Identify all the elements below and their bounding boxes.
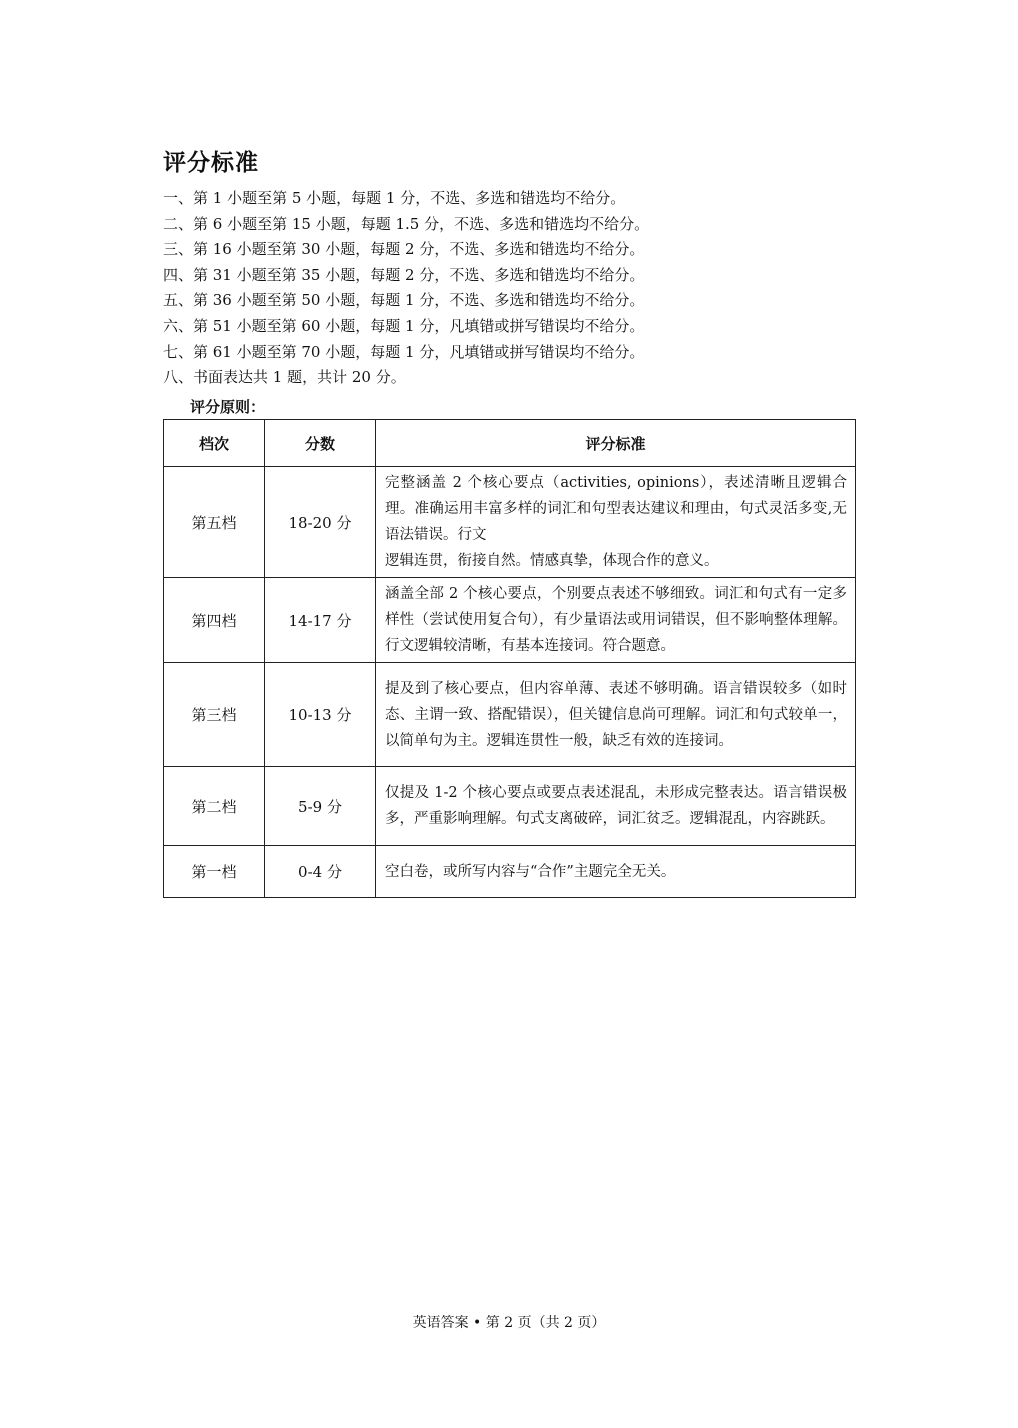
header-criteria: 评分标准 — [376, 420, 856, 467]
table-row — [164, 467, 856, 578]
level-cell: 第二档 — [164, 767, 265, 846]
score-cell: 14-17 分 — [265, 578, 376, 663]
rule-item: 五、第 36 小题至第 50 小题，每题 1 分，不选、多选和错选均不给分。 — [163, 291, 645, 310]
level-cell: 第三档 — [164, 663, 265, 767]
rule-item: 七、第 61 小题至第 70 小题，每题 1 分，凡填错或拼写错误均不给分。 — [163, 342, 645, 361]
rule-item: 一、第 1 小题至第 5 小题，每题 1 分，不选、多选和错选均不给分。 — [163, 189, 626, 207]
score-cell: 10-13 分 — [265, 663, 376, 767]
header-score: 分数 — [265, 420, 376, 467]
criteria-cell: 仅提及 1-2 个核心要点或要点表述混乱，未形成完整表达。语言错误极多，严重影响理解。句式支离破碎，词汇贫乏。逻辑混乱，内容跳跃。 — [376, 767, 856, 846]
table-row — [164, 578, 856, 663]
criteria-cell: 提及到了核心要点，但内容单薄、表述不够明确。语言错误较多（如时态、主谓一致、搭配错误），但关键信息尚可理解。词汇和句式较单一，以简单句为主。逻辑连贯性一般，缺乏有效的连接词。 — [376, 663, 856, 767]
rule-item: 八、书面表达共 1 题，共计 20 分。 — [163, 368, 406, 387]
principle-label: 评分原则： — [190, 398, 266, 416]
header-level: 档次 — [164, 420, 265, 467]
rule-item: 三、第 16 小题至第 30 小题，每题 2 分，不选、多选和错选均不给分。 — [163, 240, 645, 259]
rule-item: 二、第 6 小题至第 15 小题，每题 1.5 分，不选、多选和错选均不给分。 — [163, 214, 650, 233]
criteria-text: 完整涵盖 2 个核心要点（activities, opinions），表述清晰且逻辑合理。准确运用丰富多样的词汇和句型表达建议和理由，句式灵活多变,无语法错误。行文 — [385, 475, 847, 543]
scoring-rules-list — [163, 186, 649, 391]
level-cell: 第四档 — [164, 578, 265, 663]
score-cell: 0-4 分 — [265, 846, 376, 898]
page-title: 评分标准 — [163, 150, 259, 176]
table-row — [164, 767, 856, 846]
scoring-table — [163, 419, 856, 898]
score-cell: 5-9 分 — [265, 767, 376, 846]
table-row — [164, 663, 856, 767]
criteria-cell: 涵盖全部 2 个核心要点，个别要点表述不够细致。词汇和句式有一定多样性（尝试使用复合句），有少量语法或用词错误，但不影响整体理解。 行文逻辑较清晰，有基本连接词。符合题意。 — [376, 578, 856, 663]
table-header-row — [164, 420, 856, 467]
level-cell: 第一档 — [164, 846, 265, 898]
score-cell: 18-20 分 — [265, 467, 376, 578]
level-cell: 第五档 — [164, 467, 265, 578]
table-row — [164, 846, 856, 898]
criteria-cell: 空白卷，或所写内容与“合作”主题完全无关。 — [376, 846, 856, 898]
criteria-text-continued: 逻辑连贯，衔接自然。情感真挚，体现合作的意义。 — [385, 553, 719, 569]
rule-item: 六、第 51 小题至第 60 小题，每题 1 分，凡填错或拼写错误均不给分。 — [163, 316, 645, 335]
criteria-cell — [376, 467, 856, 578]
rule-item: 四、第 31 小题至第 35 小题，每题 2 分，不选、多选和错选均不给分。 — [163, 265, 645, 284]
page-footer: 英语答案 • 第 2 页（共 2 页） — [412, 1315, 606, 1331]
